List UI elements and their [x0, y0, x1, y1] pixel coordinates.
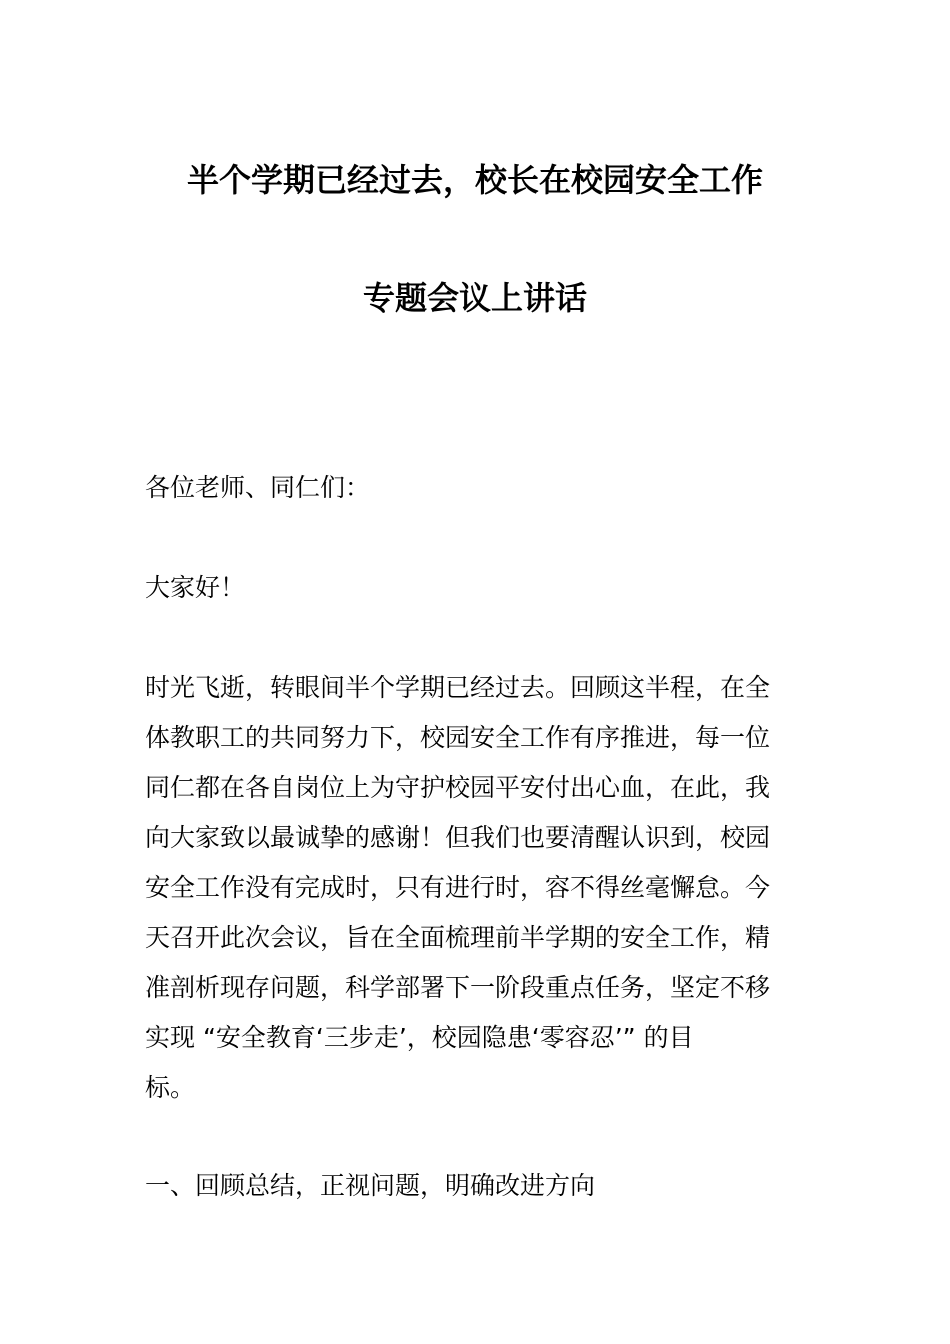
- body-line: 同仁都在各自岗位上为守护校园平安付出心血，在此，我: [145, 773, 771, 802]
- body-line: 安全工作没有完成时，只有进行时，容不得丝毫懈怠。今: [145, 873, 771, 902]
- body-line: 天召开此次会议，旨在全面梳理前半学期的安全工作，精: [145, 923, 771, 952]
- body-line: 向大家致以最诚挚的感谢！但我们也要清醒认识到，校园: [145, 823, 771, 852]
- body-line: 实现 “安全教育‘三步走’，校园隐患‘零容忍’” 的目: [145, 1023, 694, 1052]
- document-title-line-2: 专题会议上讲话: [362, 279, 587, 317]
- body-line: 体教职工的共同努力下，校园安全工作有序推进，每一位: [145, 723, 771, 752]
- body-line: 标。: [145, 1073, 196, 1102]
- document-title-line-1: 半个学期已经过去，校长在校园安全工作: [186, 161, 763, 199]
- body-line: 时光飞逝，转眼间半个学期已经过去。回顾这半程，在全: [145, 673, 771, 702]
- body-line: 准剖析现存问题，科学部署下一阶段重点任务，坚定不移: [145, 973, 771, 1002]
- salutation: 各位老师、同仁们：: [145, 473, 371, 502]
- section-heading: 一、回顾总结，正视问题，明确改进方向: [145, 1171, 596, 1200]
- greeting: 大家好！: [145, 573, 246, 602]
- body-paragraph: [145, 663, 807, 1113]
